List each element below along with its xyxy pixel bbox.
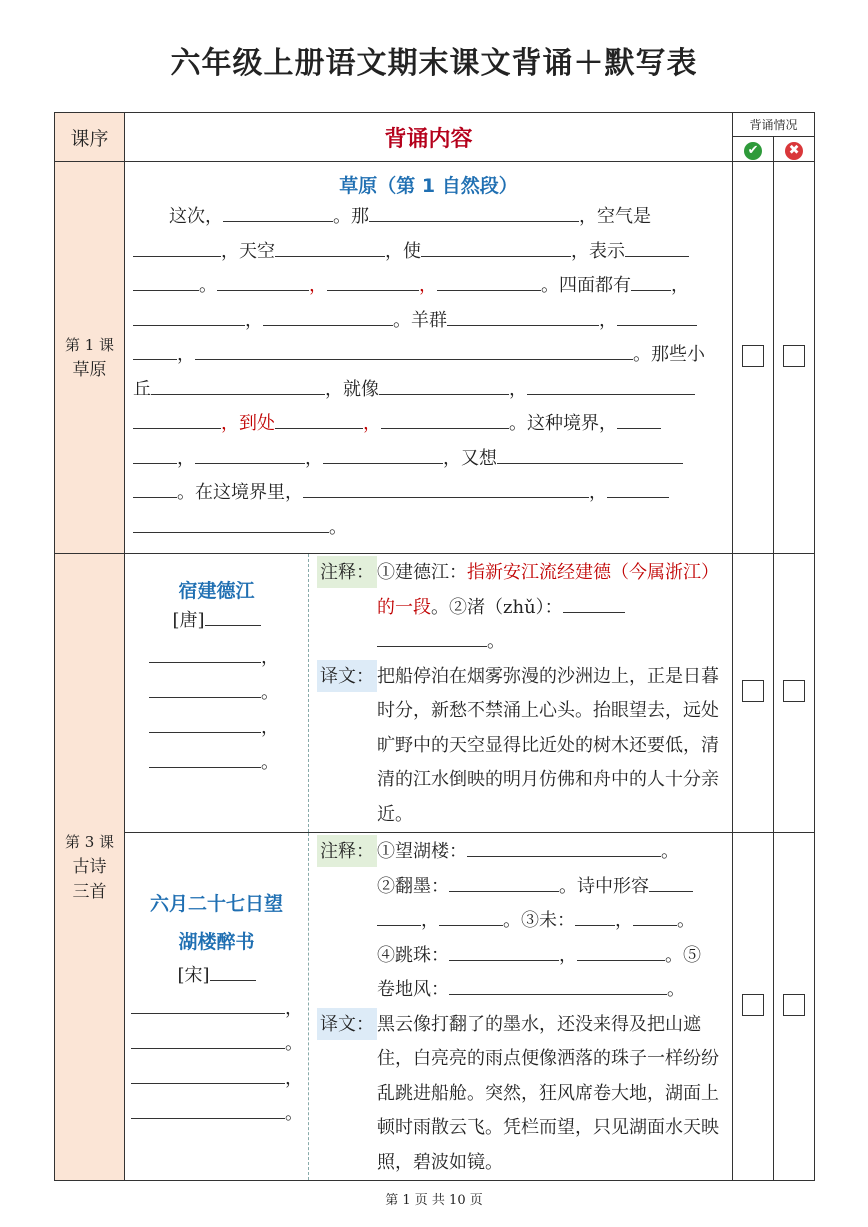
verse-blank[interactable] bbox=[149, 644, 261, 663]
checkbox-not-recited[interactable] bbox=[783, 345, 805, 367]
passage-title: 草原（第 1 自然段） bbox=[339, 175, 518, 197]
checkbox-not-recited[interactable] bbox=[783, 994, 805, 1016]
blank[interactable] bbox=[649, 873, 693, 892]
check-circle-icon: ✔ bbox=[744, 142, 762, 160]
blank[interactable] bbox=[369, 203, 579, 222]
blank[interactable] bbox=[195, 341, 633, 360]
verse-blank[interactable] bbox=[131, 995, 285, 1014]
blank[interactable] bbox=[133, 410, 221, 429]
passage-fill: 这次， 。那 ，空气是 ，天空 ，使 ，表示 。 ， ， 。四面都有 ， ， 。羊群 ， ， 。那些小 丘 ，就像 ， ，到处 ， 。这种境界， ， ， ，又想 。在这境界里， ， 。 bbox=[125, 200, 732, 545]
dynasty: [宋] bbox=[177, 965, 210, 986]
blank[interactable] bbox=[575, 907, 615, 926]
page-title: 六年级上册语文期末课文背诵＋默写表 bbox=[170, 46, 698, 81]
verse-blank[interactable] bbox=[149, 714, 261, 733]
blank[interactable] bbox=[449, 873, 559, 892]
poem-2-notes: 注释： ①望湖楼： 。 ②翻墨： 。诗中形容 ， 。③未： ， 。 ④跳珠： ， 。⑤ 卷地风： 。 译文： 黑云像打翻了的墨水，还没来得及把山遮住，白亮亮的雨点便像洒落的珠子一样纷纷乱跳进船舱。突然，狂风席卷大地，湖面上顿时雨散云飞。凭栏而望，只见湖面水天映照，碧波如镜。 bbox=[309, 833, 733, 1181]
verse-blank[interactable] bbox=[131, 1100, 285, 1119]
blank[interactable] bbox=[607, 479, 669, 498]
page-footer: 第 1 页 共 10 页 bbox=[385, 1193, 483, 1208]
blank[interactable] bbox=[527, 376, 695, 395]
checkbox-recited[interactable] bbox=[742, 680, 764, 702]
blank[interactable] bbox=[447, 307, 599, 326]
blank[interactable] bbox=[275, 238, 385, 257]
header-status: 背诵情况 bbox=[733, 113, 815, 137]
blank[interactable] bbox=[217, 272, 309, 291]
blank[interactable] bbox=[133, 479, 177, 498]
checkbox-recited[interactable] bbox=[742, 345, 764, 367]
blank[interactable] bbox=[631, 272, 671, 291]
poem-1-title: 宿建德江 bbox=[178, 580, 255, 602]
blank[interactable] bbox=[151, 376, 325, 395]
verse-blank[interactable] bbox=[131, 1030, 285, 1049]
blank[interactable] bbox=[437, 272, 541, 291]
blank[interactable] bbox=[449, 942, 559, 961]
blank[interactable] bbox=[303, 479, 589, 498]
blank[interactable] bbox=[439, 907, 503, 926]
blank[interactable] bbox=[133, 341, 177, 360]
dynasty: [唐] bbox=[172, 610, 205, 631]
blank[interactable] bbox=[497, 445, 683, 464]
blank[interactable] bbox=[633, 907, 677, 926]
blank[interactable] bbox=[449, 976, 667, 995]
blank[interactable] bbox=[563, 594, 625, 613]
blank[interactable] bbox=[133, 272, 199, 291]
verse-blank[interactable] bbox=[131, 1065, 285, 1084]
blank[interactable] bbox=[133, 445, 177, 464]
blank[interactable] bbox=[275, 410, 363, 429]
poem-1-notes: 注释： ①建德江：指新安江流经建德（今属浙江）的一段。②渚（zhǔ）： 。 译文： 把船停泊在烟雾弥漫的沙洲边上，正是日暮时分，新愁不禁涌上心头。抬眼望去，远处旷野中的天空显得比近处的树木还要低，清清的江水倒映的明月仿佛和舟中的人十分亲近。 bbox=[309, 554, 733, 833]
header-content: 背诵内容 bbox=[125, 113, 733, 162]
verse-blank[interactable] bbox=[149, 679, 261, 698]
author-blank[interactable] bbox=[210, 962, 256, 981]
x-circle-icon: ✖ bbox=[785, 142, 803, 160]
poem-2-fill: 六月二十七日望 湖楼醉书 [宋] ， 。 ， 。 bbox=[125, 833, 309, 1181]
blank[interactable] bbox=[133, 307, 245, 326]
lesson-1-content bbox=[125, 162, 733, 554]
blank[interactable] bbox=[617, 410, 661, 429]
blank[interactable] bbox=[133, 238, 221, 257]
recitation-table bbox=[54, 112, 815, 1181]
blank[interactable] bbox=[467, 838, 661, 857]
blank[interactable] bbox=[379, 376, 509, 395]
author-blank[interactable] bbox=[205, 607, 261, 626]
checkbox-not-recited[interactable] bbox=[783, 680, 805, 702]
blank[interactable] bbox=[377, 628, 487, 647]
blank[interactable] bbox=[327, 272, 419, 291]
blank[interactable] bbox=[625, 238, 689, 257]
blank[interactable] bbox=[381, 410, 509, 429]
blank[interactable] bbox=[617, 307, 697, 326]
header-lesson: 课序 bbox=[55, 113, 125, 162]
poem-2-title: 六月二十七日望 湖楼醉书 bbox=[149, 893, 283, 953]
blank[interactable] bbox=[223, 203, 333, 222]
blank[interactable] bbox=[377, 907, 421, 926]
lesson-3-label: 第 3 课 古诗 三首 bbox=[55, 554, 125, 1181]
blank[interactable] bbox=[421, 238, 571, 257]
lesson-1-label: 第 1 课 草原 bbox=[55, 162, 125, 554]
blank[interactable] bbox=[133, 514, 329, 533]
translation-text: 黑云像打翻了的墨水，还没来得及把山遮住，白亮亮的雨点便像洒落的珠子一样纷纷乱跳进船舱。突然，狂风席卷大地，湖面上顿时雨散云飞。凭栏而望，只见湖面水天映照，碧波如镜。 bbox=[377, 1013, 719, 1173]
translation-text: 把船停泊在烟雾弥漫的沙洲边上，正是日暮时分，新愁不禁涌上心头。抬眼望去，远处旷野中的天空显得比近处的树木还要低，清清的江水倒映的明月仿佛和舟中的人十分亲近。 bbox=[377, 665, 719, 825]
poem-1-fill: 宿建德江 [唐] ， 。 ， 。 bbox=[125, 554, 309, 833]
blank[interactable] bbox=[323, 445, 443, 464]
checkbox-recited[interactable] bbox=[742, 994, 764, 1016]
blank[interactable] bbox=[263, 307, 393, 326]
verse-blank[interactable] bbox=[149, 749, 261, 768]
blank[interactable] bbox=[577, 942, 665, 961]
blank[interactable] bbox=[195, 445, 305, 464]
